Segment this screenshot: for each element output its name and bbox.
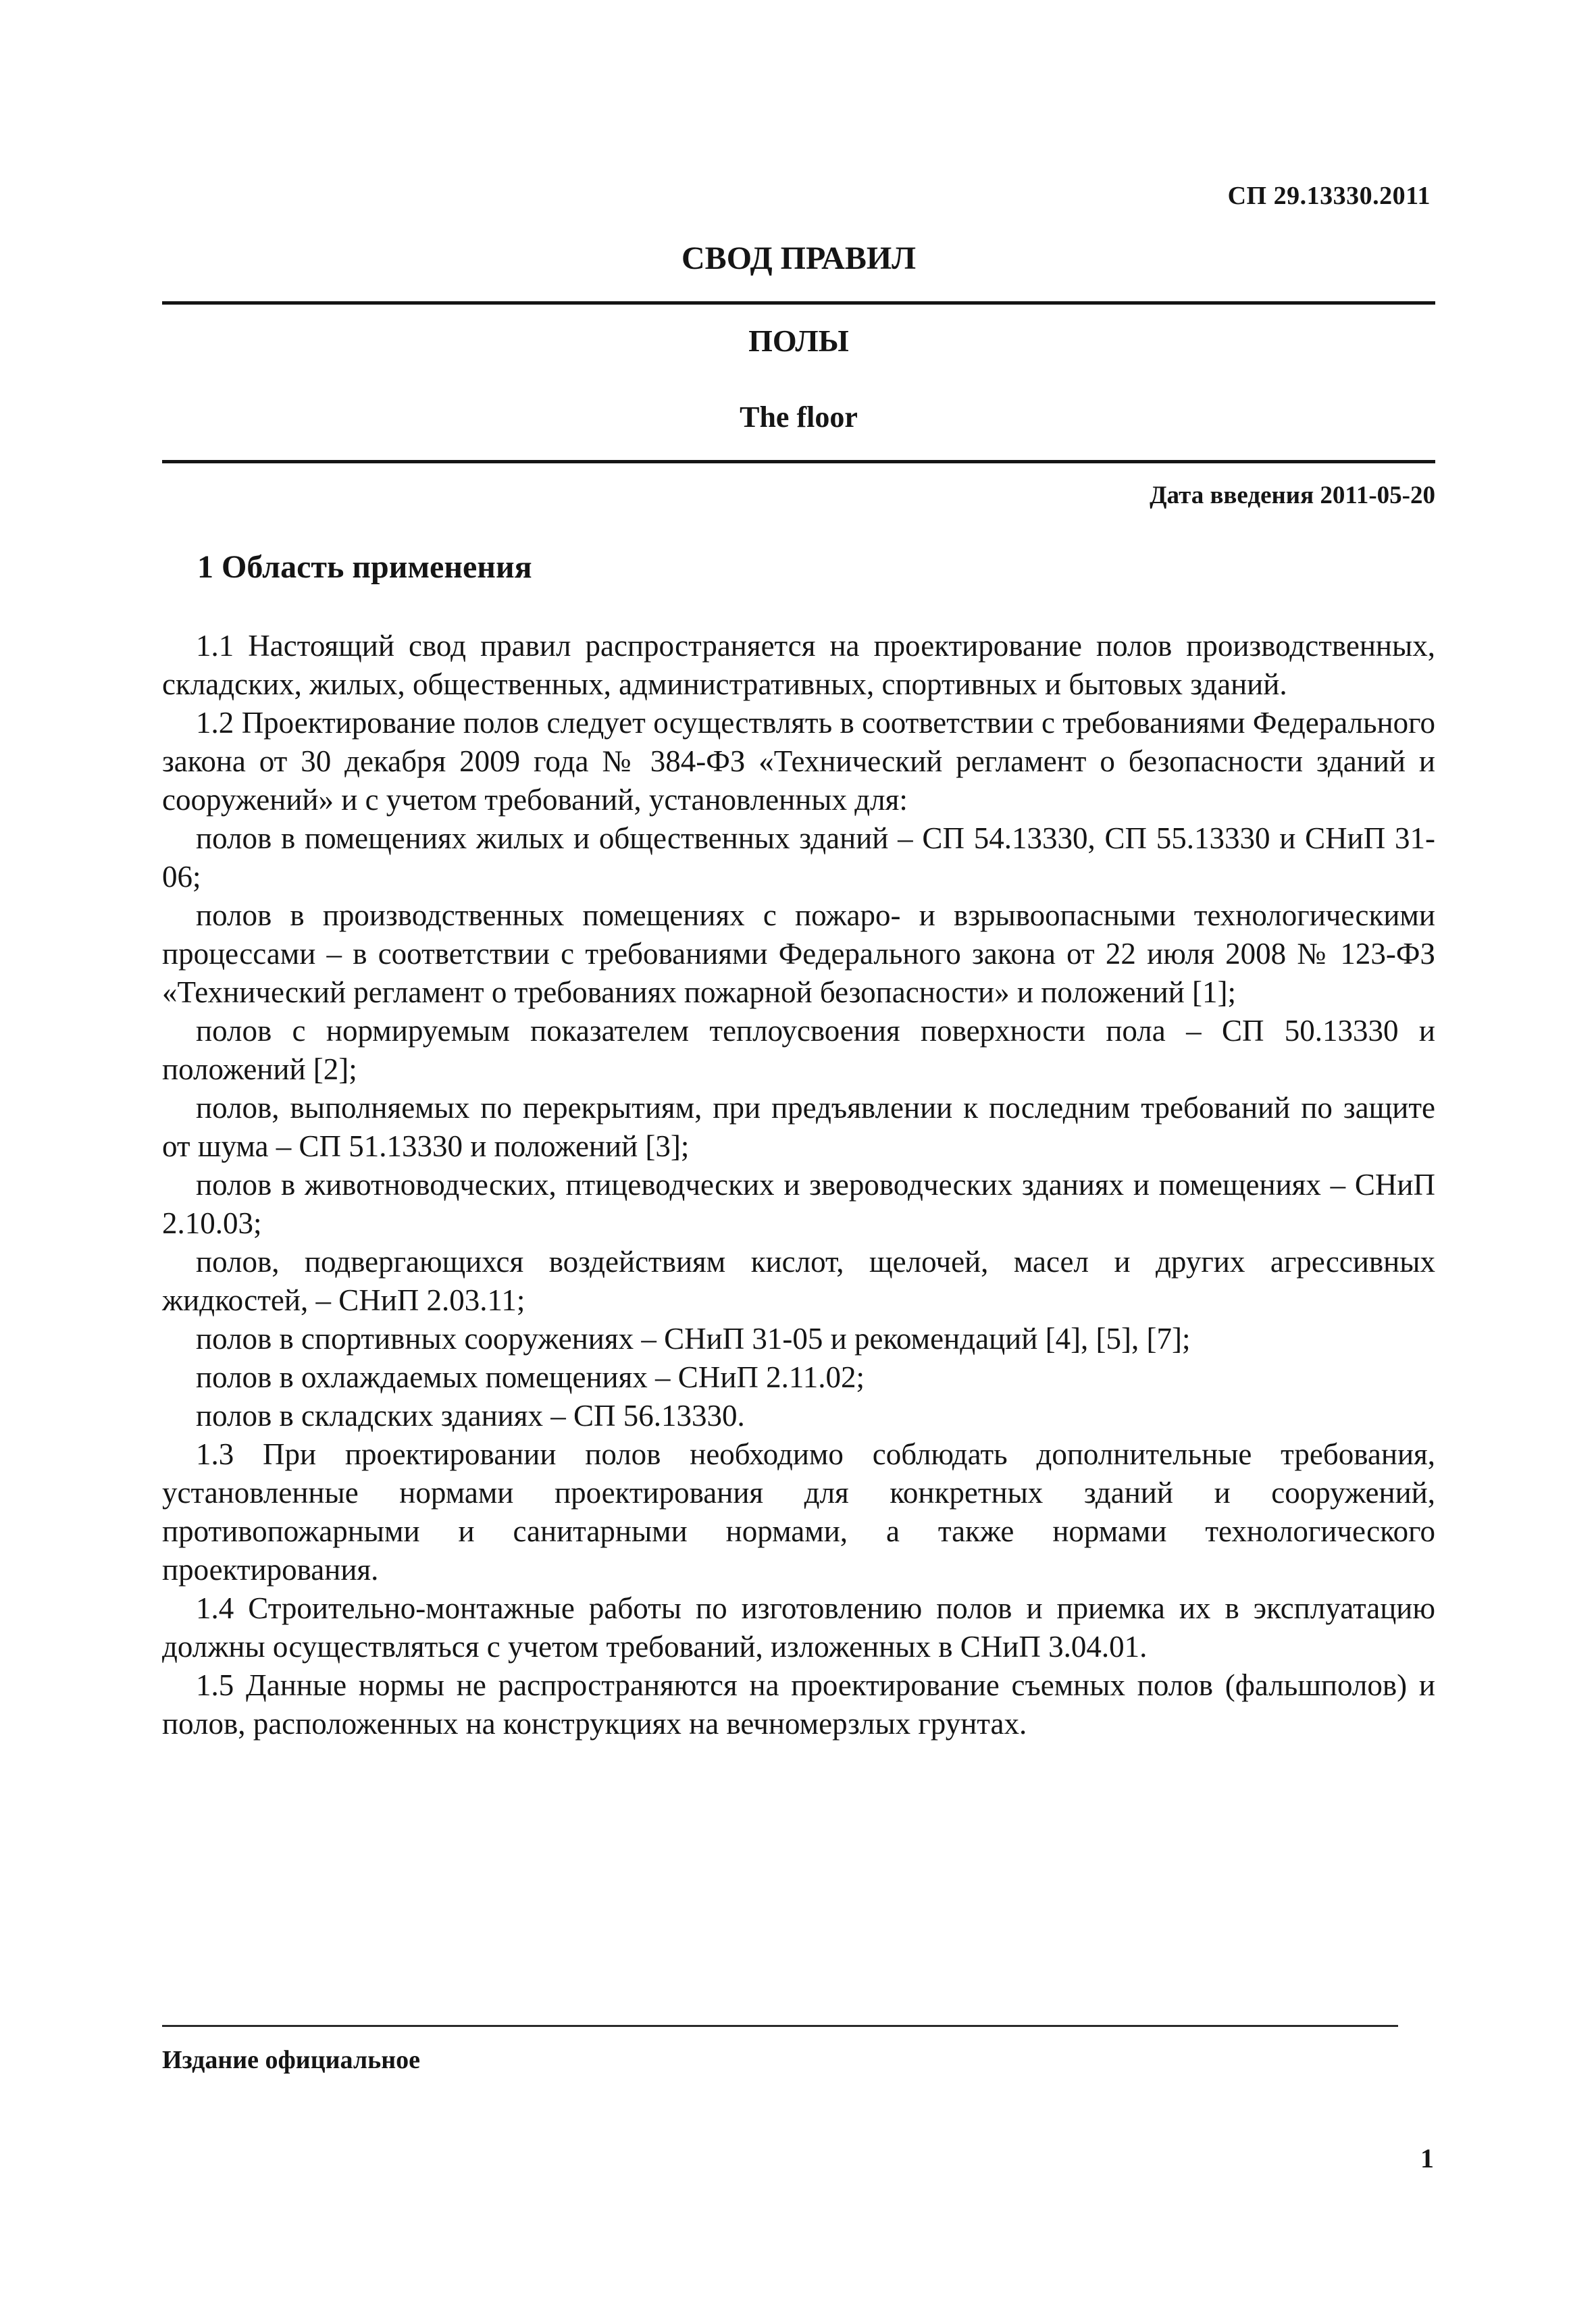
code-of-rules-heading: СВОД ПРАВИЛ — [681, 240, 916, 276]
document-code: СП 29.13330.2011 — [1227, 182, 1431, 210]
document-title-english: The floor — [740, 401, 858, 434]
list-item: полов, выполняемых по перекрытиям, при предъявлении к последним требований по защите от шума – СП 51.13330 и положений [3]; — [162, 1091, 1435, 1163]
page-number: 1 — [1420, 2143, 1434, 2174]
document-title: ПОЛЫ — [748, 324, 849, 358]
list-item: полов в складских зданиях – СП 56.13330. — [196, 1399, 745, 1433]
list-item: полов в помещениях жилых и общественных зданий – СП 54.13330, СП 55.13330 и СНиП 31-06; — [162, 821, 1435, 894]
paragraph-1-4: 1.4 Строительно-монтажные работы по изготовлению полов и приемка их в эксплуатацию должны осуществляться с учетом требований, изложенных в СНиП 3.04.01. — [162, 1591, 1435, 1664]
paragraph-1-2: 1.2 Проектирование полов следует осуществлять в соответствии с требованиями Федерального закона от 30 декабря 2009 года № 384-ФЗ «Технический регламент о безопасности зданий и сооружений» и с учетом требований, установленных для: — [162, 706, 1435, 817]
section-body — [162, 627, 1435, 1743]
paragraph-1-3: 1.3 При проектировании полов необходимо соблюдать дополнительные требования, установленные нормами проектирования для конкретных зданий и сооружений, противопожарными и санитарными нормами, а также нормами технологического проектирования. — [162, 1437, 1435, 1587]
list-item: полов с нормируемым показателем теплоусвоения поверхности пола – СП 50.13330 и положений [2]; — [162, 1014, 1435, 1086]
paragraph-1-1: 1.1 Настоящий свод правил распространяется на проектирование полов производственных, складских, жилых, общественных, административных, спортивных и бытовых зданий. — [162, 629, 1435, 701]
header-divider-bottom — [162, 460, 1435, 463]
list-item: полов в производственных помещениях с пожаро- и взрывоопасными технологическими процессами – в соответствии с требованиями Федерального закона от 22 июля 2008 № 123-ФЗ «Технический регламент о требованиях пожарной безопасности» и положений [1]; — [162, 898, 1435, 1009]
list-item: полов в спортивных сооружениях – СНиП 31-05 и рекомендаций [4], [5], [7]; — [196, 1322, 1191, 1356]
list-item: полов в животноводческих, птицеводческих и звероводческих зданиях и помещениях – СНиП 2.10.03; — [162, 1168, 1435, 1240]
list-item: полов в охлаждаемых помещениях – СНиП 2.11.02; — [196, 1360, 865, 1394]
paragraph-1-5: 1.5 Данные нормы не распространяются на проектирование съемных полов (фальшполов) и полов, расположенных на конструкциях на вечномерзлых грунтах. — [162, 1668, 1435, 1741]
official-edition-label: Издание официальное — [162, 2046, 421, 2074]
list-item: полов, подвергающихся воздействиям кислот, щелочей, масел и других агрессивных жидкостей, – СНиП 2.03.11; — [162, 1245, 1435, 1317]
header-divider-top — [162, 301, 1435, 305]
effective-date: Дата введения 2011-05-20 — [1150, 482, 1435, 509]
section-heading: 1 Область применения — [197, 549, 532, 585]
footer-divider — [162, 2025, 1398, 2027]
